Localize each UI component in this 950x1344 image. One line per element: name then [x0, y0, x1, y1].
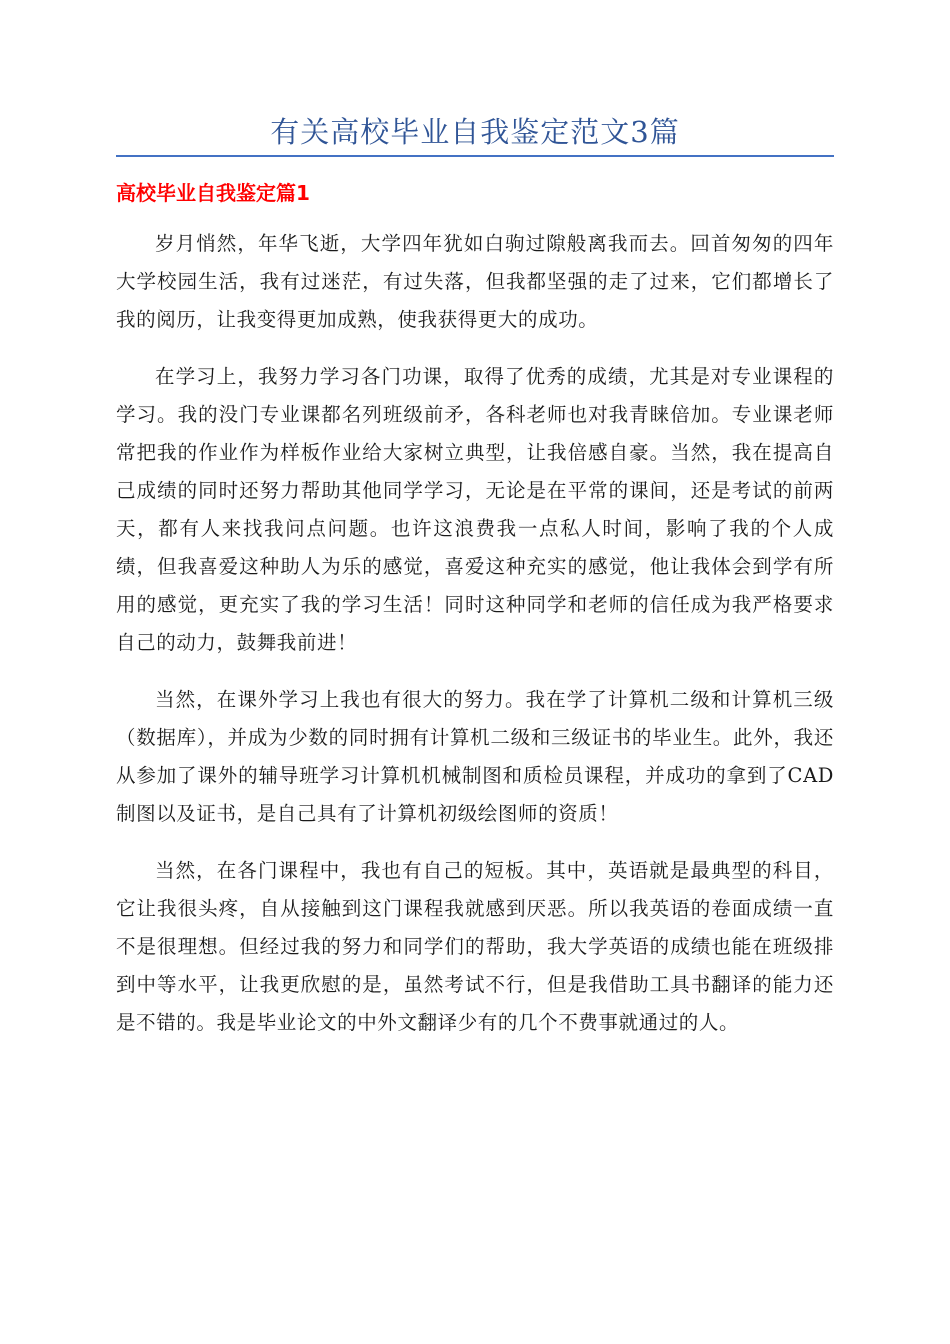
paragraph-4: 当然，在各门课程中，我也有自己的短板。其中，英语就是最典型的科目，它让我很头疼，自从接触到这门课程我就感到厌恶。所以我英语的卷面成绩一直不是很理想。但经过我的努力和同学们的帮助，我大学英语的成绩也能在班级排到中等水平，让我更欣慰的是，虽然考试不行，但是我借助工具书翻译的能力还是不错的。我是毕业论文的中外文翻译少有的几个不费事就通过的人。 [116, 859, 834, 1034]
section-heading: 高校毕业自我鉴定篇1 [116, 181, 310, 205]
paragraph-1: 岁月悄然，年华飞逝，大学四年犹如白驹过隙般离我而去。回首匆匆的四年大学校园生活，我有过迷茫，有过失落，但我都坚强的走了过来，它们都增长了我的阅历，让我变得更加成熟，使我获得更大的成功。 [116, 232, 834, 331]
paragraph-2: 在学习上，我努力学习各门功课，取得了优秀的成绩，尤其是对专业课程的学习。我的没门专业课都名列班级前矛，各科老师也对我青睐倍加。专业课老师常把我的作业作为样板作业给大家树立典型，让我倍感自豪。当然，我在提高自己成绩的同时还努力帮助其他同学学习，无论是在平常的课间，还是考试的前两天，都有人来找我问点问题。也许这浪费我一点私人时间，影响了我的个人成绩，但我喜爱这种助人为乐的感觉，喜爱这种充实的感觉，他让我体会到学有所用的感觉，更充实了我的学习生活！同时这种同学和老师的信任成为我严格要求自己的动力，鼓舞我前进！ [116, 365, 834, 654]
title-underline-rule [116, 155, 834, 157]
paragraph-3: 当然，在课外学习上我也有很大的努力。我在学了计算机二级和计算机三级（数据库），并成为少数的同时拥有计算机二级和三级证书的毕业生。此外，我还从参加了课外的辅导班学习计算机机械制图和质检员课程，并成功的拿到了CAD制图以及证书，是自己具有了计算机初级绘图师的资质！ [116, 688, 834, 825]
document-body [116, 225, 834, 1061]
document-title: 有关高校毕业自我鉴定范文3篇 [270, 115, 680, 149]
